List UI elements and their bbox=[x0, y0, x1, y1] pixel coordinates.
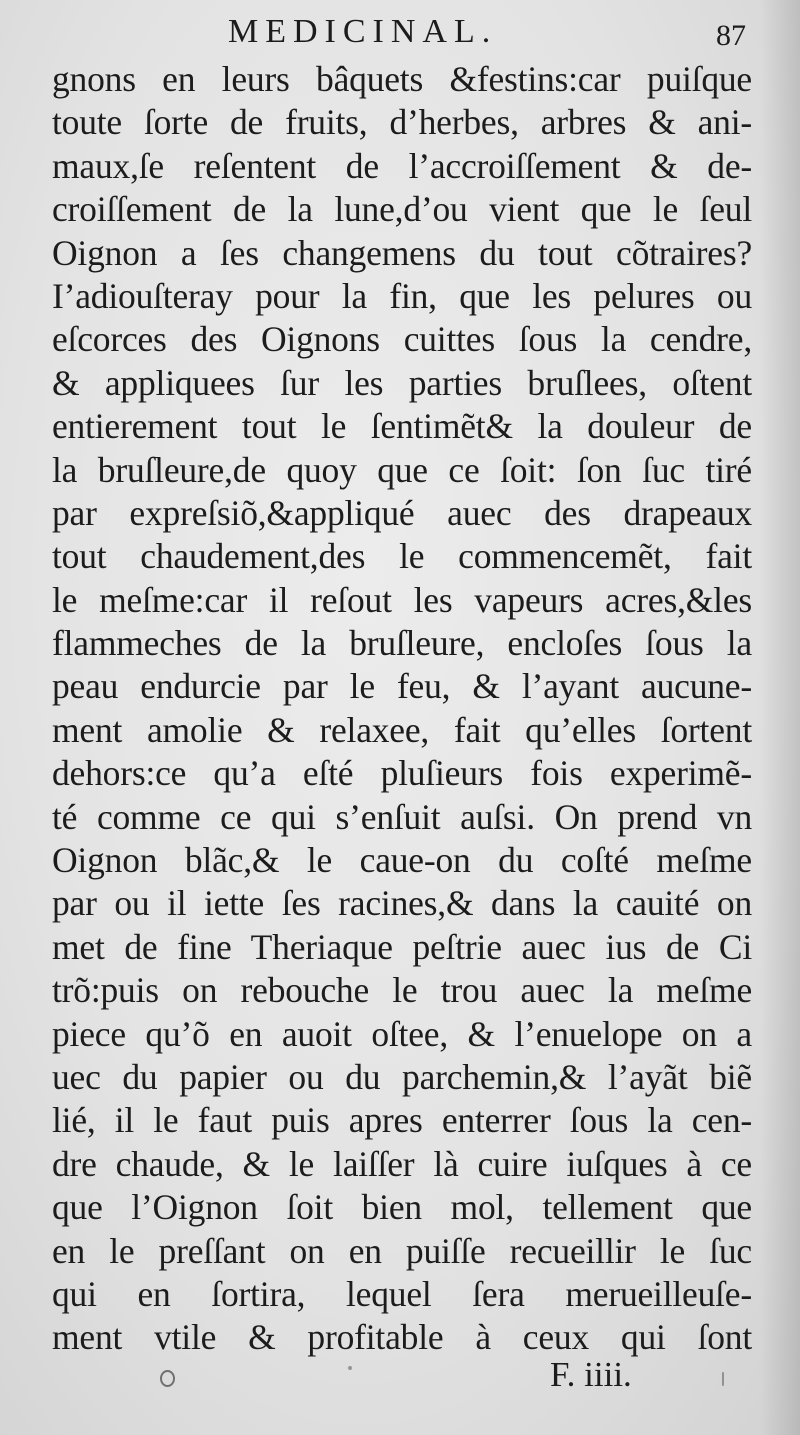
text-line: lié, il le faut puis apres enterrer ſous la cen- bbox=[52, 1100, 752, 1141]
text-line: & appliquees ſur les parties bruſlees, oſtent bbox=[52, 362, 752, 403]
text-line: par expreſsiõ,&appliqué auec des drapeaux bbox=[52, 492, 752, 533]
text-line: que l’Oignon ſoit bien mol, tellement que bbox=[52, 1187, 752, 1228]
text-line: entierement tout le ſentimẽt& la douleur de bbox=[52, 406, 752, 447]
text-line: qui en ſortira, lequel ſera merueilleuſe- bbox=[52, 1273, 752, 1314]
text-line: té comme ce qui s’enſuit auſsi. On prend vn bbox=[52, 796, 752, 837]
text-line: trõ:puis on rebouche le trou auec la meſme bbox=[52, 970, 752, 1011]
text-line: la bruſleure,de quoy que ce ſoit: ſon ſuc tiré bbox=[52, 449, 752, 490]
ink-speck bbox=[722, 1372, 724, 1386]
running-head-title: MEDICINAL. bbox=[228, 13, 498, 50]
text-line: Oignon blãc,& le caue-on du coſté meſme bbox=[52, 840, 752, 881]
text-line: maux,ſe reſentent de l’accroiſſement & de- bbox=[52, 145, 752, 186]
running-head bbox=[0, 10, 800, 56]
text-line: gnons en leurs bâquets &festins:car puiſque bbox=[52, 59, 752, 99]
text-line: met de fine Theriaque peſtrie auec ius de Ci bbox=[52, 926, 752, 967]
text-line: le meſme:car il reſout les vapeurs acres,&les bbox=[52, 579, 752, 620]
text-line: croiſſement de la lune,d’ou vient que le ſeul bbox=[52, 189, 752, 230]
text-line: ment amolie & relaxee, fait qu’elles ſortent bbox=[52, 709, 752, 750]
text-line: par ou il iette ſes racines,& dans la cauité on bbox=[52, 883, 752, 924]
text-line: piece qu’õ en auoit oſtee, & l’enuelope on a bbox=[52, 1013, 752, 1054]
text-line: I’adiouſteray pour la fin, que les pelures ou bbox=[52, 275, 752, 316]
text-line: flammeches de la bruſleure, encloſes ſous la bbox=[52, 623, 752, 664]
page-number: 87 bbox=[716, 19, 746, 52]
text-line: ment vtile & profitable à ceux qui ſont bbox=[52, 1317, 752, 1358]
body-text bbox=[52, 58, 752, 1360]
text-line: toute ſorte de fruits, d’herbes, arbres & ani- bbox=[52, 102, 752, 143]
page-foot bbox=[0, 1352, 800, 1402]
text-line: Oignon a ſes changemens du tout cõtraires? bbox=[52, 232, 752, 273]
text-line: uec du papier ou du parchemin,& l’ayãt biẽ bbox=[52, 1056, 752, 1097]
text-line: dehors:ce qu’a eſté pluſieurs fois experimẽ- bbox=[52, 753, 752, 794]
ink-ring-mark bbox=[160, 1370, 175, 1387]
text-line: en le preſſant on en puiſſe recueillir le ſuc bbox=[52, 1230, 752, 1271]
text-line: eſcorces des Oignons cuittes ſous la cendre, bbox=[52, 319, 752, 360]
page-edge-shadow bbox=[760, 0, 800, 1435]
text-line: peau endurcie par le feu, & l’ayant aucune- bbox=[52, 666, 752, 707]
ink-speck bbox=[348, 1366, 352, 1370]
signature-mark: F. iiii. bbox=[550, 1355, 632, 1394]
text-line: dre chaude, & le laiſſer là cuire iuſques à ce bbox=[52, 1143, 752, 1184]
text-line: tout chaudement,des le commencemẽt, fait bbox=[52, 536, 752, 577]
